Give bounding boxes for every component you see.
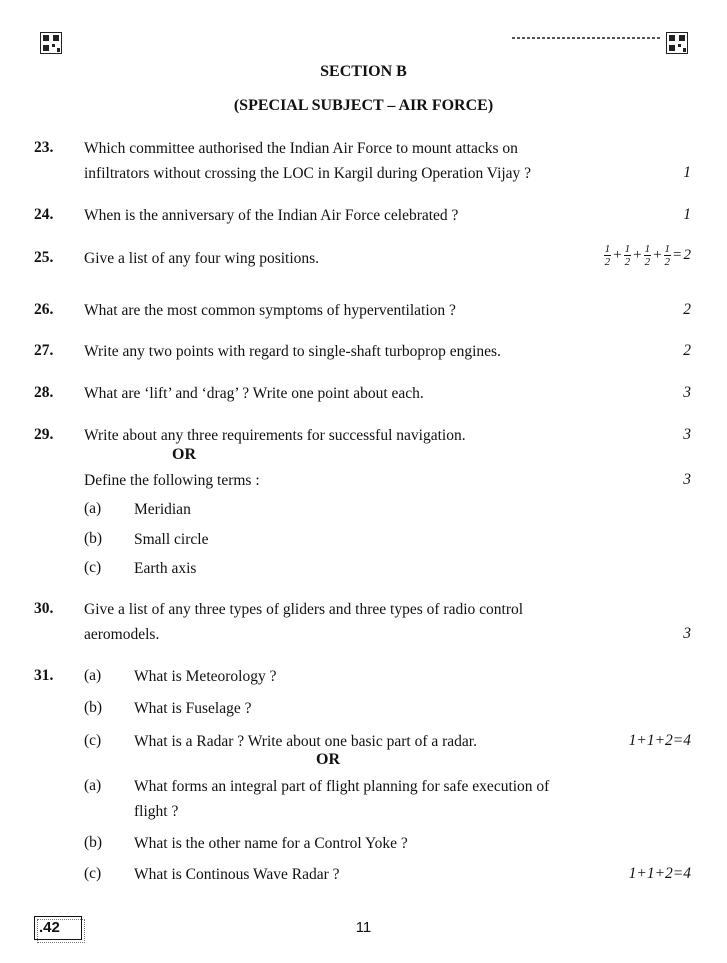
or-separator: OR (172, 446, 196, 463)
part-label: (c) (84, 732, 102, 749)
part-text: What is Fuselage ? (134, 700, 252, 717)
fraction: $\frac{1}{2}$ (664, 243, 671, 268)
marks: 3 (683, 384, 691, 401)
part-text: Small circle (134, 531, 209, 548)
part-label: (a) (84, 667, 102, 684)
marks: 3 (683, 471, 691, 488)
question-number: 23. (34, 139, 54, 156)
marks: 1+1+2=4 (628, 865, 691, 882)
marks: 1 (683, 164, 691, 181)
question-text: Write any two points with regard to single-shaft turboprop engines. (84, 343, 501, 360)
dotted-line (512, 37, 660, 39)
question-text: Write about any three requirements for successful navigation. (84, 427, 466, 444)
part-label: (a) (84, 777, 102, 794)
question-number: 30. (34, 600, 54, 617)
qr-code-icon (666, 32, 688, 54)
or-separator: OR (316, 751, 340, 768)
fraction: $\frac{1}{2}$ (624, 243, 631, 268)
marks: 2 (683, 342, 691, 359)
question-text (84, 597, 654, 622)
part-line: flight ? (134, 803, 179, 820)
page-number: 11 (355, 919, 372, 936)
part-text: Earth axis (134, 560, 197, 577)
part-text (134, 774, 654, 799)
question-number: 28. (34, 384, 54, 401)
part-label: (b) (84, 834, 103, 851)
subject-title: (SPECIAL SUBJECT – AIR FORCE) (233, 97, 494, 114)
part-label: (b) (84, 699, 103, 716)
part-text: Meridian (134, 501, 191, 518)
question-text: What are ‘lift’ and ‘drag’ ? Write one point about each. (84, 385, 424, 402)
question-number: 24. (34, 206, 54, 223)
marks: 3 (683, 426, 691, 443)
question-line: infiltrators without crossing the LOC in Kargil during Operation Vijay ? (84, 165, 532, 182)
question-text: Define the following terms : (84, 472, 260, 489)
question-number: 31. (34, 667, 54, 684)
marks-fraction: $\frac{1}{2}$ + $\frac{1}{2}$ + $\frac{1}{2}$ + $\frac{1}{2}$ = 2 (604, 243, 691, 268)
marks: 1 (683, 206, 691, 223)
marks: 1+1+2=4 (628, 732, 691, 749)
part-label: (c) (84, 865, 102, 882)
marks: 3 (683, 625, 691, 642)
question-number: 27. (34, 342, 54, 359)
fraction: $\frac{1}{2}$ (644, 243, 651, 268)
part-label: (b) (84, 530, 103, 547)
question-number: 25. (34, 249, 54, 266)
question-text: When is the anniversary of the Indian Air Force celebrated ? (84, 207, 459, 224)
question-line: Give a list of any three types of gliders and three types of radio control (84, 601, 524, 618)
question-number: 26. (34, 301, 54, 318)
question-text: What are the most common symptoms of hyperventilation ? (84, 302, 456, 319)
fraction: $\frac{1}{2}$ (604, 243, 611, 268)
paper-code: .42 (34, 916, 82, 940)
part-label: (a) (84, 500, 102, 517)
part-text: What is a Radar ? Write about one basic part of a radar. (134, 733, 477, 750)
qr-code-icon (40, 32, 62, 54)
part-text: What is Continous Wave Radar ? (134, 866, 340, 883)
question-text (84, 136, 654, 161)
part-text: What is Meteorology ? (134, 668, 277, 685)
section-title: SECTION B (320, 63, 407, 80)
part-line: What forms an integral part of flight planning for safe execution of (134, 778, 550, 795)
question-line: aeromodels. (84, 626, 160, 643)
part-text: What is the other name for a Control Yoke ? (134, 835, 408, 852)
part-label: (c) (84, 559, 102, 576)
marks: 2 (683, 301, 691, 318)
question-text: Give a list of any four wing positions. (84, 250, 320, 267)
question-line: Which committee authorised the Indian Air Force to mount attacks on (84, 140, 518, 157)
question-number: 29. (34, 426, 54, 443)
